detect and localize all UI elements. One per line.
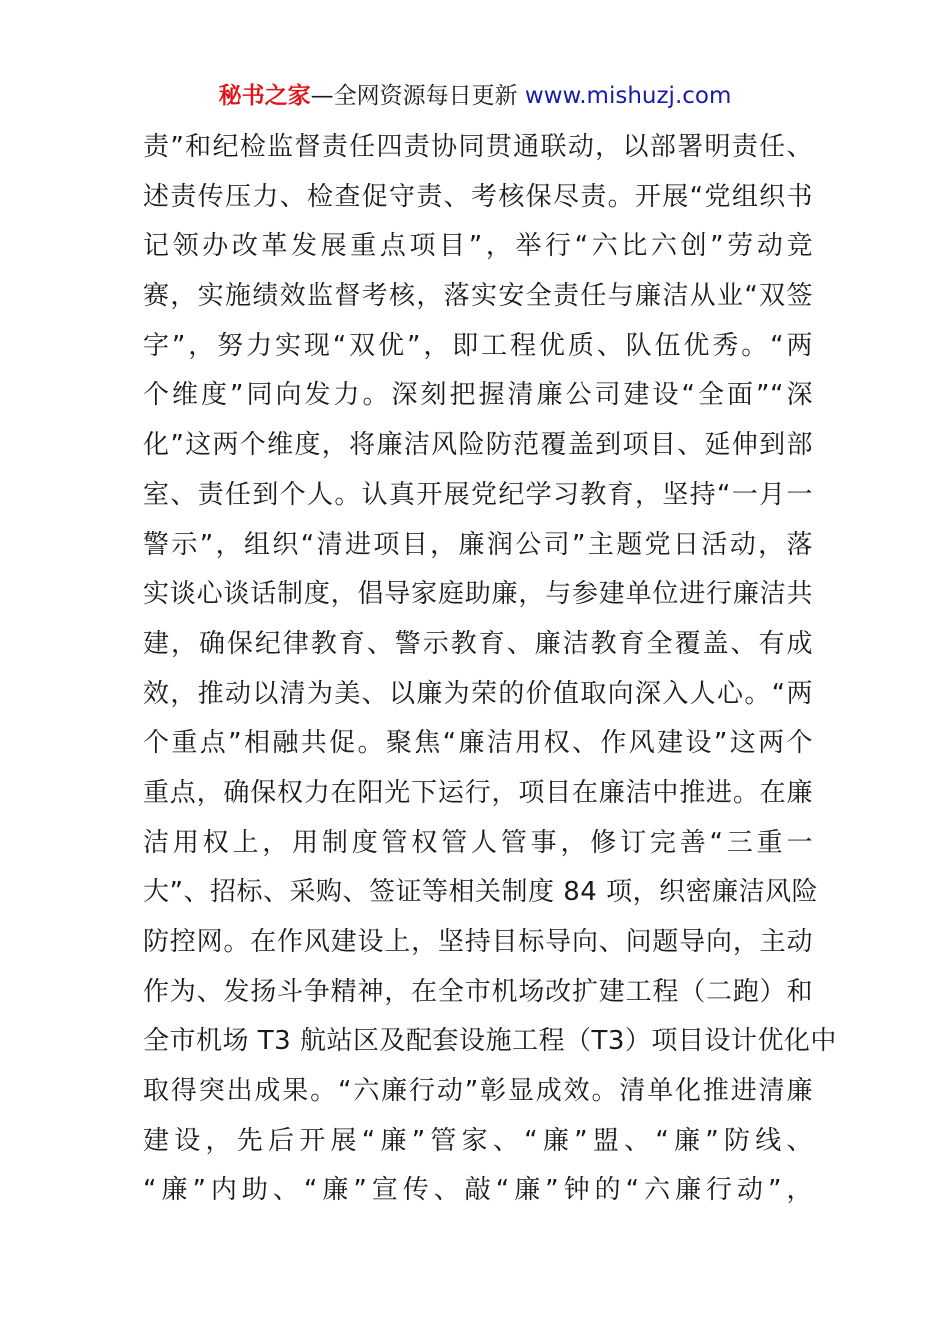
body-line: 作为、发扬斗争精神，在全市机场改扩建工程（二跑）和 — [143, 976, 813, 1007]
body-line: 室、责任到个人。认真开展党纪学习教育，坚持“一月一 — [143, 479, 813, 510]
body-line: 赛，实施绩效监督考核，落实安全责任与廉洁从业“双签 — [143, 281, 813, 312]
body-line: 化”这两个维度，将廉洁风险防范覆盖到项目、延伸到部 — [143, 430, 813, 461]
document-body — [143, 128, 837, 1221]
page-header — [0, 78, 950, 114]
body-line: “廉”内助、“廉”宣传、敲“廉”钟的“六廉行动”， — [143, 1175, 813, 1206]
body-line: 建设，先后开展“廉”管家、“廉”盟、“廉”防线、 — [143, 1125, 813, 1156]
body-line: 字”，努力实现“双优”，即工程优质、队伍优秀。“两 — [143, 330, 813, 361]
body-line: 实谈心谈话制度，倡导家庭助廉，与参建单位进行廉洁共 — [143, 579, 813, 610]
body-line: 洁用权上，用制度管权管人管事，修订完善“三重一 — [143, 827, 813, 858]
website-link[interactable]: www.mishuzj.com — [524, 83, 732, 109]
body-line: 大”、招标、采购、签证等相关制度 84 项，织密廉洁风险 — [143, 877, 819, 908]
body-line: 警示”，组织“清进项目，廉润公司”主题党日活动，落 — [143, 529, 813, 560]
brand-name: 秘书之家 — [218, 83, 311, 109]
body-line: 防控网。在作风建设上，坚持目标导向、问题导向，主动 — [143, 927, 813, 957]
body-line: 个维度”同向发力。深刻把握清廉公司建设“全面”“深 — [143, 380, 813, 411]
body-line: 效，推动以清为美、以廉为荣的价值取向深入人心。“两 — [143, 678, 813, 709]
body-line: 建，确保纪律教育、警示教育、廉洁教育全覆盖、有成 — [143, 628, 813, 659]
body-line: 全市机场 T3 航站区及配套设施工程（T3）项目设计优化中 — [143, 1026, 837, 1057]
body-line: 记领办改革发展重点项目”，举行“六比六创”劳动竞 — [143, 231, 813, 262]
body-line: 重点，确保权力在阳光下运行，项目在廉洁中推进。在廉 — [143, 777, 813, 808]
body-line: 个重点”相融共促。聚焦“廉洁用权、作风建设”这两个 — [143, 728, 813, 759]
body-line: 取得突出成果。“六廉行动”彰显成效。清单化推进清廉 — [143, 1076, 813, 1107]
header-tagline: —全网资源每日更新 — [310, 83, 525, 109]
body-line: 责”和纪检监督责任四责协同贯通联动，以部署明责任、 — [143, 132, 813, 162]
body-line: 述责传压力、检查促守责、考核保尽责。开展“党组织书 — [143, 181, 813, 212]
